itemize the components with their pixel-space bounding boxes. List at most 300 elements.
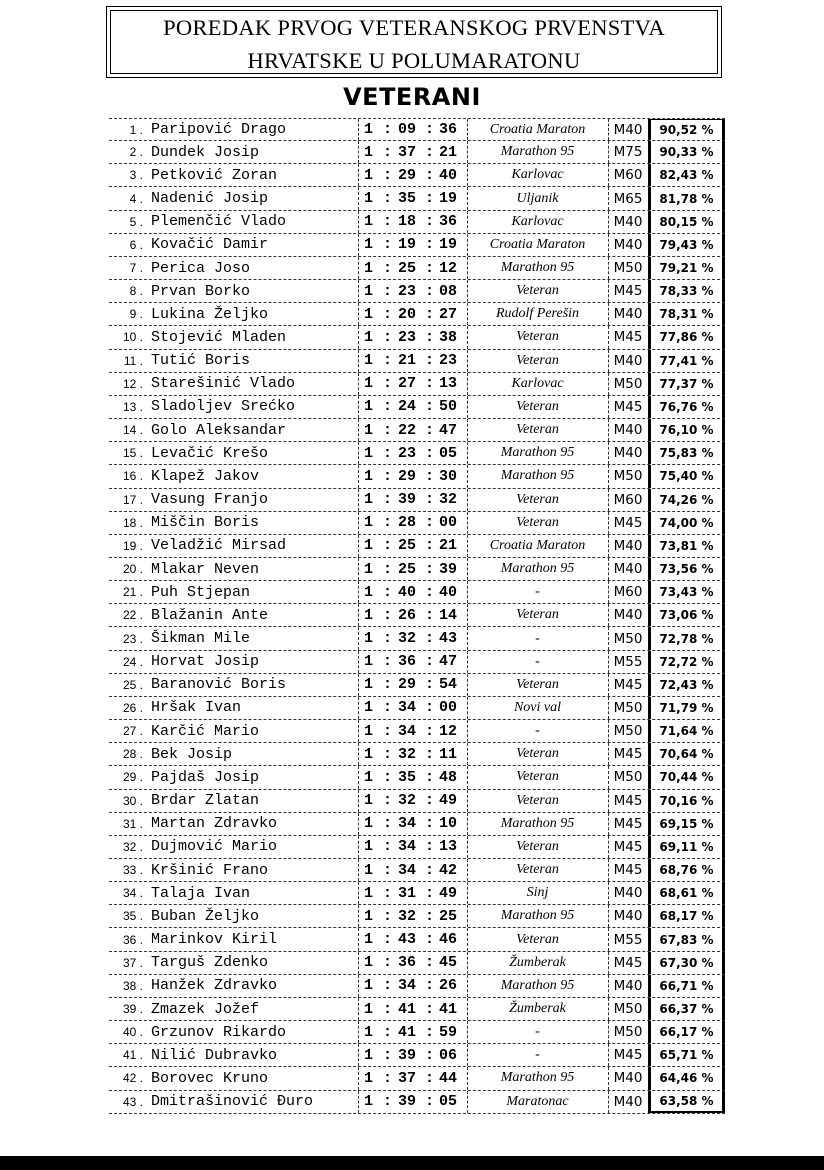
name-cell: Brdar Zlatan [151,792,260,810]
time-cell [358,373,462,395]
hours-value: 1 [364,514,374,532]
category-cell: M40 [608,604,647,626]
category-cell: M45 [608,836,647,858]
category-cell: M40 [608,442,647,464]
time-separator: : [383,676,393,694]
percentage-cell: 77,41 % [648,350,725,372]
time-separator: : [383,792,393,810]
name-cell: Karčić Mario [151,722,260,740]
time-cell [358,119,462,140]
rank-cell: 28 . [122,747,143,762]
minutes-value: 36 [398,954,417,972]
time-separator: : [425,282,435,300]
time-cell [358,535,462,557]
hours-value: 1 [364,676,374,694]
name-cell: Sladoljev Srećko [151,398,296,416]
hours-value: 1 [364,653,374,671]
seconds-value: 48 [439,768,458,786]
minutes-value: 32 [398,745,417,763]
minutes-value: 24 [398,398,417,416]
time-separator: : [425,954,435,972]
time-cell [358,766,462,788]
name-cell: Plemenčić Vlado [151,213,287,231]
category-cell: M45 [608,859,647,881]
seconds-value: 40 [439,583,458,601]
hours-value: 1 [364,884,374,902]
name-cell: Perica Joso [151,259,251,277]
name-cell: Veladžić Mirsad [151,537,287,555]
seconds-value: 10 [439,815,458,833]
hours-value: 1 [364,166,374,184]
time-separator: : [425,699,435,717]
table-row [109,859,725,882]
time-separator: : [383,328,393,346]
seconds-value: 05 [439,444,458,462]
time-separator: : [425,745,435,763]
minutes-value: 40 [398,583,417,601]
percentage-cell: 68,61 % [648,882,725,904]
time-separator: : [383,977,393,995]
category-cell: M45 [608,1044,647,1066]
rank-cell: 34 . [122,886,143,901]
club-cell: Veteran [467,280,607,302]
hours-value: 1 [364,1023,374,1041]
name-cell: Levačić Krešo [151,444,269,462]
rank-cell: 1 . [129,122,143,137]
hours-value: 1 [364,861,374,879]
time-separator: : [383,768,393,786]
rank-cell: 16 . [122,469,143,484]
time-separator: : [383,282,393,300]
results-table [109,118,725,1114]
table-row [109,581,725,604]
percentage-cell: 71,64 % [648,720,725,742]
minutes-value: 39 [398,1046,417,1064]
seconds-value: 12 [439,722,458,740]
time-cell [358,790,462,812]
table-row [109,975,725,998]
club-cell: Veteran [467,674,607,696]
time-separator: : [383,907,393,925]
hours-value: 1 [364,560,374,578]
time-separator: : [425,560,435,578]
club-cell: Marathon 95 [467,1067,607,1089]
name-cell: Hršak Ivan [151,699,242,717]
percentage-cell: 72,43 % [648,674,725,696]
percentage-cell: 73,81 % [648,535,725,557]
table-row [109,234,725,257]
time-separator: : [383,259,393,277]
time-separator: : [425,861,435,879]
time-cell [358,720,462,742]
club-cell: Novi val [467,697,607,719]
seconds-value: 21 [439,143,458,161]
category-cell: M65 [608,187,647,209]
percentage-cell: 63,58 % [648,1091,725,1113]
rank-cell: 8 . [129,284,143,299]
rank-cell: 11 . [123,353,143,368]
name-cell: Klapež Jakov [151,467,260,485]
hours-value: 1 [364,931,374,949]
hours-value: 1 [364,190,374,208]
time-separator: : [383,166,393,184]
minutes-value: 18 [398,213,417,231]
hours-value: 1 [364,213,374,231]
seconds-value: 13 [439,838,458,856]
time-separator: : [383,491,393,509]
time-separator: : [425,121,435,139]
club-cell: Veteran [467,512,607,534]
time-cell [358,326,462,348]
name-cell: Nadenić Josip [151,190,269,208]
minutes-value: 34 [398,722,417,740]
minutes-value: 34 [398,977,417,995]
club-cell: Veteran [467,419,607,441]
minutes-value: 41 [398,1023,417,1041]
hours-value: 1 [364,1069,374,1087]
rank-cell: 43 . [122,1094,143,1109]
time-cell [358,234,462,256]
percentage-cell: 90,52 % [648,119,725,140]
rank-cell: 37 . [122,955,143,970]
table-row [109,141,725,164]
percentage-cell: 82,43 % [648,164,725,186]
table-row [109,350,725,373]
time-separator: : [383,1023,393,1041]
title-line-1: POREDAK PRVOG VETERANSKOG PRVENSTVA [163,15,665,40]
name-cell: Blažanin Ante [151,606,269,624]
time-separator: : [383,722,393,740]
name-cell: Stojević Mladen [151,328,287,346]
hours-value: 1 [364,907,374,925]
name-cell: Tutić Boris [151,352,251,370]
club-cell: Veteran [467,790,607,812]
minutes-value: 32 [398,630,417,648]
minutes-value: 35 [398,190,417,208]
club-cell: Croatia Maraton [467,535,607,557]
seconds-value: 36 [439,121,458,139]
hours-value: 1 [364,143,374,161]
rank-cell: 12 . [122,376,143,391]
percentage-cell: 66,17 % [648,1021,725,1043]
time-cell [358,928,462,950]
table-row [109,790,725,813]
rank-cell: 31 . [122,816,143,831]
club-cell: - [467,720,607,742]
club-cell: Rudolf Perešin [467,303,607,325]
minutes-value: 35 [398,768,417,786]
rank-cell: 32 . [122,839,143,854]
rank-cell: 21 . [122,585,143,600]
percentage-cell: 64,46 % [648,1067,725,1089]
category-cell: M45 [608,813,647,835]
time-separator: : [383,884,393,902]
hours-value: 1 [364,328,374,346]
table-row [109,998,725,1021]
name-cell: Kovačić Damir [151,236,269,254]
club-cell: - [467,581,607,603]
category-cell: M45 [608,952,647,974]
table-row [109,396,725,419]
category-cell: M45 [608,326,647,348]
category-cell: M50 [608,720,647,742]
name-cell: Paripović Drago [151,121,287,139]
table-row [109,928,725,951]
name-cell: Lukina Željko [151,305,269,323]
club-cell: Marathon 95 [467,465,607,487]
time-separator: : [383,1000,393,1018]
time-separator: : [383,815,393,833]
club-cell: Uljanik [467,187,607,209]
rank-cell: 27 . [122,724,143,739]
minutes-value: 29 [398,467,417,485]
table-row [109,651,725,674]
minutes-value: 34 [398,861,417,879]
percentage-cell: 70,64 % [648,743,725,765]
seconds-value: 06 [439,1046,458,1064]
name-cell: Marinkov Kiril [151,931,278,949]
seconds-value: 43 [439,630,458,648]
percentage-cell: 76,10 % [648,419,725,441]
time-separator: : [425,931,435,949]
table-row [109,465,725,488]
hours-value: 1 [364,792,374,810]
time-separator: : [425,792,435,810]
percentage-cell: 70,44 % [648,766,725,788]
club-cell: Marathon 95 [467,905,607,927]
seconds-value: 54 [439,676,458,694]
time-separator: : [425,583,435,601]
time-cell [358,882,462,904]
seconds-value: 19 [439,190,458,208]
time-cell [358,280,462,302]
minutes-value: 34 [398,838,417,856]
category-cell: M50 [608,766,647,788]
percentage-cell: 79,21 % [648,257,725,279]
hours-value: 1 [364,1000,374,1018]
time-separator: : [383,1046,393,1064]
time-separator: : [383,838,393,856]
rank-cell: 2 . [129,145,143,160]
percentage-cell: 76,76 % [648,396,725,418]
minutes-value: 32 [398,792,417,810]
time-cell [358,419,462,441]
table-row [109,766,725,789]
percentage-cell: 75,40 % [648,465,725,487]
hours-value: 1 [364,815,374,833]
percentage-cell: 79,43 % [648,234,725,256]
time-separator: : [383,190,393,208]
rank-cell: 7 . [129,261,143,276]
name-cell: Miščin Boris [151,514,260,532]
hours-value: 1 [364,421,374,439]
table-row [109,720,725,743]
table-row [109,1044,725,1067]
club-cell: Marathon 95 [467,813,607,835]
seconds-value: 21 [439,537,458,555]
time-separator: : [383,954,393,972]
time-separator: : [383,375,393,393]
percentage-cell: 77,37 % [648,373,725,395]
minutes-value: 28 [398,514,417,532]
percentage-cell: 73,56 % [648,558,725,580]
club-cell: Marathon 95 [467,975,607,997]
club-cell: Veteran [467,836,607,858]
time-separator: : [425,1093,435,1111]
time-separator: : [425,815,435,833]
time-separator: : [383,606,393,624]
minutes-value: 41 [398,1000,417,1018]
category-cell: M40 [608,234,647,256]
rank-cell: 29 . [122,770,143,785]
time-separator: : [383,121,393,139]
time-separator: : [383,444,393,462]
table-row [109,627,725,650]
time-separator: : [425,143,435,161]
time-separator: : [383,537,393,555]
seconds-value: 23 [439,352,458,370]
hours-value: 1 [364,259,374,277]
name-cell: Dundek Josip [151,143,260,161]
name-cell: Prvan Borko [151,282,251,300]
time-cell [358,674,462,696]
time-cell [358,1021,462,1043]
time-cell [358,1091,462,1113]
time-cell [358,187,462,209]
time-separator: : [383,1093,393,1111]
name-cell: Kršinić Frano [151,861,269,879]
category-cell: M55 [608,651,647,673]
hours-value: 1 [364,236,374,254]
table-row [109,535,725,558]
name-cell: Dujmović Mario [151,838,278,856]
percentage-cell: 68,76 % [648,859,725,881]
time-cell [358,141,462,163]
club-cell: Veteran [467,326,607,348]
hours-value: 1 [364,491,374,509]
category-cell: M60 [608,164,647,186]
seconds-value: 49 [439,884,458,902]
name-cell: Baranović Boris [151,676,287,694]
table-row [109,419,725,442]
name-cell: Šikman Mile [151,630,251,648]
category-cell: M40 [608,211,647,233]
rank-cell: 18 . [122,515,143,530]
seconds-value: 42 [439,861,458,879]
seconds-value: 47 [439,421,458,439]
minutes-value: 25 [398,560,417,578]
time-cell [358,303,462,325]
time-cell [358,211,462,233]
time-separator: : [425,606,435,624]
table-row [109,743,725,766]
club-cell: Veteran [467,743,607,765]
percentage-cell: 71,79 % [648,697,725,719]
category-cell: M50 [608,627,647,649]
seconds-value: 00 [439,699,458,717]
time-separator: : [425,467,435,485]
seconds-value: 41 [439,1000,458,1018]
time-separator: : [383,931,393,949]
hours-value: 1 [364,630,374,648]
table-row [109,1067,725,1090]
club-cell: Veteran [467,928,607,950]
rank-cell: 25 . [122,677,143,692]
percentage-cell: 90,33 % [648,141,725,163]
rank-cell: 30 . [122,793,143,808]
minutes-value: 25 [398,537,417,555]
minutes-value: 29 [398,166,417,184]
seconds-value: 38 [439,328,458,346]
rank-cell: 36 . [122,932,143,947]
title-box [106,6,722,78]
hours-value: 1 [364,954,374,972]
seconds-value: 59 [439,1023,458,1041]
time-separator: : [425,768,435,786]
time-separator: : [383,143,393,161]
name-cell: Mlakar Neven [151,560,260,578]
club-cell: Veteran [467,766,607,788]
time-separator: : [425,630,435,648]
minutes-value: 21 [398,352,417,370]
time-cell [358,651,462,673]
time-cell [358,627,462,649]
seconds-value: 26 [439,977,458,995]
table-row [109,373,725,396]
time-separator: : [425,722,435,740]
club-cell: Veteran [467,859,607,881]
category-cell: M40 [608,905,647,927]
club-cell: Marathon 95 [467,257,607,279]
time-separator: : [425,305,435,323]
time-separator: : [383,653,393,671]
minutes-value: 39 [398,491,417,509]
club-cell: - [467,1044,607,1066]
club-cell: Marathon 95 [467,442,607,464]
hours-value: 1 [364,699,374,717]
percentage-cell: 81,78 % [648,187,725,209]
time-cell [358,1067,462,1089]
category-cell: M50 [608,1021,647,1043]
club-cell: Croatia Maraton [467,119,607,140]
table-row [109,1021,725,1044]
minutes-value: 22 [398,421,417,439]
category-cell: M45 [608,396,647,418]
club-cell: Maratonac [467,1091,607,1113]
percentage-cell: 77,86 % [648,326,725,348]
table-row [109,674,725,697]
name-cell: Grzunov Rikardo [151,1023,287,1041]
percentage-cell: 70,16 % [648,790,725,812]
page-subtitle: VETERANI [343,83,481,111]
seconds-value: 50 [439,398,458,416]
table-row [109,187,725,210]
time-separator: : [425,236,435,254]
club-cell: - [467,1021,607,1043]
table-row [109,489,725,512]
name-cell: Buban Željko [151,907,260,925]
name-cell: Petković Zoran [151,166,278,184]
club-cell: Veteran [467,604,607,626]
percentage-cell: 74,00 % [648,512,725,534]
name-cell: Vasung Franjo [151,491,269,509]
rank-cell: 6 . [129,237,143,252]
time-separator: : [425,491,435,509]
name-cell: Puh Stjepan [151,583,251,601]
table-row [109,905,725,928]
category-cell: M50 [608,465,647,487]
percentage-cell: 73,43 % [648,581,725,603]
